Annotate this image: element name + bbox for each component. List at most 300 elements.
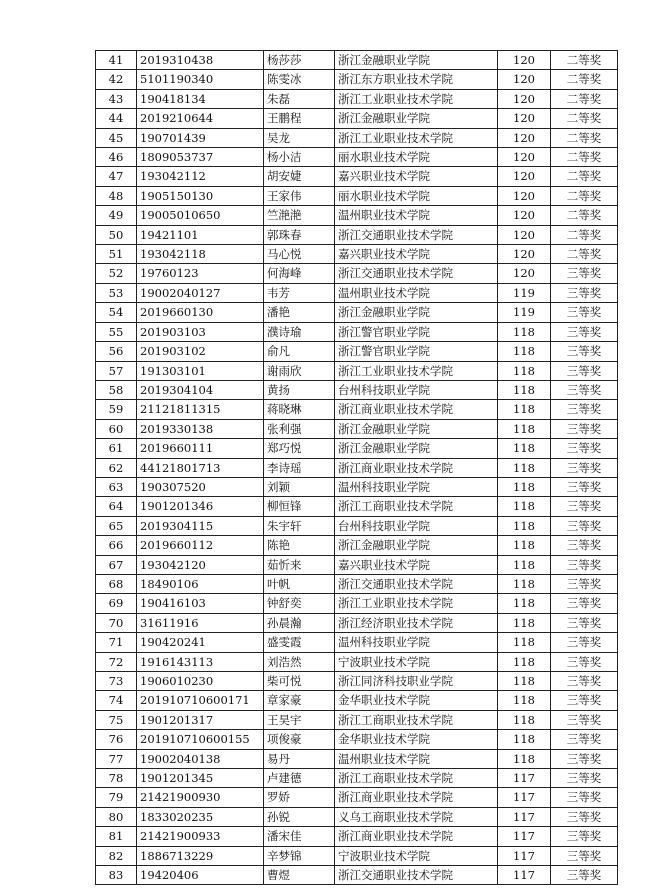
table-row [96,691,618,710]
table-row [96,89,618,108]
student-id-cell: 201910710600171 [137,691,264,710]
rank-cell: 42 [96,70,137,89]
score-cell: 118 [498,710,551,729]
rank-cell: 48 [96,186,137,205]
table-row [96,283,618,302]
award-cell: 三等奖 [551,672,618,691]
table-row [96,206,618,225]
table-row [96,555,618,574]
award-cell: 二等奖 [551,70,618,89]
student-name-cell: 韦芳 [264,283,335,302]
student-name-cell: 杨莎莎 [264,51,335,70]
rank-cell: 43 [96,89,137,108]
rank-cell: 52 [96,264,137,283]
table-row [96,439,618,458]
award-cell: 三等奖 [551,555,618,574]
student-name-cell: 陈艳 [264,536,335,555]
student-id-cell: 5101190340 [137,70,264,89]
school-cell: 温州职业技术学院 [335,749,498,768]
school-cell: 浙江金融职业学院 [335,303,498,322]
table-row [96,516,618,535]
school-cell: 浙江工业职业技术学院 [335,594,498,613]
table-row [96,245,618,264]
score-cell: 118 [498,361,551,380]
school-cell: 浙江金融职业学院 [335,109,498,128]
rank-cell: 66 [96,536,137,555]
score-cell: 120 [498,128,551,147]
score-cell: 118 [498,594,551,613]
student-name-cell: 杨小洁 [264,148,335,167]
rank-cell: 53 [96,283,137,302]
student-name-cell: 王鹏程 [264,109,335,128]
award-cell: 三等奖 [551,749,618,768]
rank-cell: 76 [96,730,137,749]
student-name-cell: 郑巧悦 [264,439,335,458]
rank-cell: 59 [96,400,137,419]
award-cell: 三等奖 [551,574,618,593]
score-cell: 117 [498,846,551,865]
student-name-cell: 章家豪 [264,691,335,710]
school-cell: 浙江工商职业技术学院 [335,497,498,516]
award-cell: 三等奖 [551,283,618,302]
student-name-cell: 王家伟 [264,186,335,205]
student-id-cell: 19420406 [137,866,264,885]
award-cell: 三等奖 [551,710,618,729]
school-cell: 金华职业技术学院 [335,730,498,749]
rank-cell: 46 [96,148,137,167]
school-cell: 浙江商业职业技术学院 [335,458,498,477]
student-id-cell: 2019660130 [137,303,264,322]
award-cell: 三等奖 [551,342,618,361]
school-cell: 温州科技职业学院 [335,633,498,652]
school-cell: 义乌工商职业技术学院 [335,807,498,826]
score-cell: 120 [498,206,551,225]
award-cell: 三等奖 [551,691,618,710]
score-cell: 118 [498,652,551,671]
award-cell: 三等奖 [551,536,618,555]
rank-cell: 49 [96,206,137,225]
award-cell: 三等奖 [551,827,618,846]
student-name-cell: 胡安婕 [264,167,335,186]
school-cell: 宁波职业技术学院 [335,652,498,671]
score-cell: 118 [498,555,551,574]
rank-cell: 56 [96,342,137,361]
student-id-cell: 191303101 [137,361,264,380]
score-cell: 118 [498,380,551,399]
student-name-cell: 蒋晓琳 [264,400,335,419]
student-name-cell: 柴可悦 [264,672,335,691]
rank-cell: 69 [96,594,137,613]
award-cell: 二等奖 [551,109,618,128]
school-cell: 浙江工商职业技术学院 [335,769,498,788]
student-name-cell: 张利强 [264,419,335,438]
student-id-cell: 21421900933 [137,827,264,846]
student-name-cell: 项俊豪 [264,730,335,749]
table-row [96,730,618,749]
rank-cell: 63 [96,477,137,496]
table-row [96,342,618,361]
award-cell: 三等奖 [551,516,618,535]
student-id-cell: 44121801713 [137,458,264,477]
award-cell: 二等奖 [551,128,618,147]
rank-cell: 47 [96,167,137,186]
student-id-cell: 201903102 [137,342,264,361]
student-id-cell: 1886713229 [137,846,264,865]
table-row [96,322,618,341]
student-name-cell: 钟舒奕 [264,594,335,613]
school-cell: 温州职业技术学院 [335,206,498,225]
student-id-cell: 190416103 [137,594,264,613]
rank-cell: 77 [96,749,137,768]
student-id-cell: 193042120 [137,555,264,574]
table-row [96,613,618,632]
student-name-cell: 柳恒锋 [264,497,335,516]
award-cell: 二等奖 [551,206,618,225]
table-row [96,846,618,865]
award-cell: 三等奖 [551,497,618,516]
award-cell: 二等奖 [551,148,618,167]
school-cell: 台州科技职业学院 [335,380,498,399]
student-id-cell: 193042112 [137,167,264,186]
table-row [96,866,618,885]
student-name-cell: 王昊宇 [264,710,335,729]
school-cell: 丽水职业技术学院 [335,186,498,205]
score-cell: 118 [498,633,551,652]
student-id-cell: 19421101 [137,225,264,244]
table-row [96,264,618,283]
table-row [96,749,618,768]
student-id-cell: 190307520 [137,477,264,496]
student-name-cell: 濮诗瑜 [264,322,335,341]
table-row [96,788,618,807]
score-cell: 118 [498,400,551,419]
rank-cell: 55 [96,322,137,341]
table-row [96,769,618,788]
school-cell: 浙江金融职业学院 [335,439,498,458]
school-cell: 浙江交通职业技术学院 [335,866,498,885]
rank-cell: 62 [96,458,137,477]
score-cell: 118 [498,497,551,516]
rank-cell: 75 [96,710,137,729]
table-row [96,458,618,477]
score-cell: 120 [498,225,551,244]
school-cell: 浙江经济职业技术学院 [335,613,498,632]
table-row [96,419,618,438]
rank-cell: 68 [96,574,137,593]
score-cell: 118 [498,439,551,458]
student-name-cell: 辛梦锦 [264,846,335,865]
score-cell: 120 [498,109,551,128]
student-id-cell: 21421900930 [137,788,264,807]
award-cell: 三等奖 [551,419,618,438]
award-cell: 三等奖 [551,458,618,477]
award-cell: 二等奖 [551,245,618,264]
award-cell: 三等奖 [551,633,618,652]
rank-cell: 44 [96,109,137,128]
student-name-cell: 吴龙 [264,128,335,147]
rank-cell: 74 [96,691,137,710]
table-row [96,827,618,846]
score-cell: 118 [498,536,551,555]
score-cell: 120 [498,245,551,264]
student-name-cell: 李诗瑶 [264,458,335,477]
school-cell: 浙江警官职业学院 [335,322,498,341]
student-name-cell: 孙锐 [264,807,335,826]
student-id-cell: 1809053737 [137,148,264,167]
table-row [96,109,618,128]
award-cell: 三等奖 [551,613,618,632]
school-cell: 浙江交通职业技术学院 [335,574,498,593]
school-cell: 宁波职业技术学院 [335,846,498,865]
student-id-cell: 2019330138 [137,419,264,438]
table-row [96,400,618,419]
student-name-cell: 卢建德 [264,769,335,788]
student-name-cell: 盛雯霞 [264,633,335,652]
student-id-cell: 1901201345 [137,769,264,788]
student-name-cell: 郭珠春 [264,225,335,244]
table-row [96,710,618,729]
school-cell: 温州职业技术学院 [335,283,498,302]
student-name-cell: 叶帆 [264,574,335,593]
award-cell: 三等奖 [551,264,618,283]
student-id-cell: 190418134 [137,89,264,108]
rank-cell: 71 [96,633,137,652]
school-cell: 浙江金融职业学院 [335,536,498,555]
student-id-cell: 19002040127 [137,283,264,302]
award-cell: 二等奖 [551,167,618,186]
table-row [96,672,618,691]
score-cell: 117 [498,827,551,846]
award-cell: 三等奖 [551,730,618,749]
school-cell: 台州科技职业学院 [335,516,498,535]
award-cell: 三等奖 [551,303,618,322]
student-name-cell: 马心悦 [264,245,335,264]
student-name-cell: 何海峰 [264,264,335,283]
rank-cell: 82 [96,846,137,865]
student-id-cell: 201910710600155 [137,730,264,749]
score-cell: 118 [498,613,551,632]
rank-cell: 81 [96,827,137,846]
school-cell: 浙江交通职业技术学院 [335,264,498,283]
score-cell: 117 [498,788,551,807]
award-cell: 三等奖 [551,846,618,865]
award-cell: 三等奖 [551,594,618,613]
student-id-cell: 2019210644 [137,109,264,128]
student-id-cell: 21121811315 [137,400,264,419]
rank-cell: 45 [96,128,137,147]
school-cell: 浙江金融职业学院 [335,51,498,70]
award-cell: 三等奖 [551,439,618,458]
student-id-cell: 193042118 [137,245,264,264]
school-cell: 丽水职业技术学院 [335,148,498,167]
student-id-cell: 2019660112 [137,536,264,555]
student-id-cell: 190701439 [137,128,264,147]
score-cell: 117 [498,769,551,788]
school-cell: 浙江商业职业技术学院 [335,400,498,419]
school-cell: 浙江警官职业学院 [335,342,498,361]
score-cell: 118 [498,322,551,341]
table-row [96,225,618,244]
student-name-cell: 潘宋佳 [264,827,335,846]
student-id-cell: 2019304104 [137,380,264,399]
rank-cell: 64 [96,497,137,516]
student-name-cell: 刘颖 [264,477,335,496]
score-cell: 118 [498,342,551,361]
school-cell: 浙江商业职业技术学院 [335,827,498,846]
student-id-cell: 190420241 [137,633,264,652]
rank-cell: 58 [96,380,137,399]
student-id-cell: 2019304115 [137,516,264,535]
score-cell: 118 [498,419,551,438]
student-id-cell: 2019310438 [137,51,264,70]
score-cell: 117 [498,866,551,885]
school-cell: 嘉兴职业技术学院 [335,167,498,186]
table-row [96,497,618,516]
school-cell: 金华职业技术学院 [335,691,498,710]
table-row [96,380,618,399]
award-cell: 三等奖 [551,477,618,496]
rank-cell: 54 [96,303,137,322]
rank-cell: 72 [96,652,137,671]
score-cell: 118 [498,458,551,477]
score-cell: 120 [498,264,551,283]
award-cell: 三等奖 [551,807,618,826]
student-name-cell: 孙晨瀚 [264,613,335,632]
results-table [95,50,618,885]
table-row [96,186,618,205]
award-cell: 二等奖 [551,186,618,205]
student-id-cell: 1905150130 [137,186,264,205]
student-name-cell: 黄扬 [264,380,335,399]
student-name-cell: 陈雯冰 [264,70,335,89]
score-cell: 119 [498,283,551,302]
rank-cell: 73 [96,672,137,691]
award-cell: 二等奖 [551,89,618,108]
student-name-cell: 罗娇 [264,788,335,807]
student-name-cell: 易丹 [264,749,335,768]
score-cell: 120 [498,167,551,186]
school-cell: 浙江工商职业技术学院 [335,710,498,729]
rank-cell: 78 [96,769,137,788]
table-row [96,633,618,652]
score-cell: 118 [498,574,551,593]
student-name-cell: 竺滟滟 [264,206,335,225]
rank-cell: 41 [96,51,137,70]
award-cell: 三等奖 [551,322,618,341]
results-table-body [96,51,618,885]
score-cell: 120 [498,89,551,108]
table-row [96,652,618,671]
rank-cell: 80 [96,807,137,826]
award-cell: 三等奖 [551,400,618,419]
award-cell: 三等奖 [551,866,618,885]
student-id-cell: 201903103 [137,322,264,341]
rank-cell: 79 [96,788,137,807]
school-cell: 浙江东方职业技术学院 [335,70,498,89]
student-id-cell: 19002040138 [137,749,264,768]
student-name-cell: 朱磊 [264,89,335,108]
school-cell: 浙江同济科技职业学院 [335,672,498,691]
student-id-cell: 1906010230 [137,672,264,691]
rank-cell: 50 [96,225,137,244]
table-row [96,536,618,555]
student-id-cell: 1916143113 [137,652,264,671]
table-row [96,148,618,167]
school-cell: 浙江工业职业技术学院 [335,361,498,380]
award-cell: 二等奖 [551,225,618,244]
student-name-cell: 曹煜 [264,866,335,885]
score-cell: 118 [498,730,551,749]
school-cell: 嘉兴职业技术学院 [335,555,498,574]
school-cell: 嘉兴职业技术学院 [335,245,498,264]
student-id-cell: 1901201346 [137,497,264,516]
school-cell: 浙江交通职业技术学院 [335,225,498,244]
school-cell: 浙江工业职业技术学院 [335,128,498,147]
student-id-cell: 19005010650 [137,206,264,225]
student-name-cell: 朱宇轩 [264,516,335,535]
table-row [96,303,618,322]
school-cell: 浙江商业职业技术学院 [335,788,498,807]
score-cell: 118 [498,477,551,496]
table-row [96,477,618,496]
student-name-cell: 潘艳 [264,303,335,322]
table-row [96,167,618,186]
table-row [96,807,618,826]
award-cell: 三等奖 [551,361,618,380]
score-cell: 120 [498,51,551,70]
student-id-cell: 2019660111 [137,439,264,458]
student-name-cell: 俞凡 [264,342,335,361]
table-row [96,128,618,147]
school-cell: 浙江金融职业学院 [335,419,498,438]
table-row [96,574,618,593]
rank-cell: 57 [96,361,137,380]
school-cell: 温州科技职业学院 [335,477,498,496]
student-name-cell: 刘浩然 [264,652,335,671]
score-cell: 120 [498,148,551,167]
score-cell: 120 [498,70,551,89]
student-id-cell: 31611916 [137,613,264,632]
score-cell: 118 [498,691,551,710]
award-cell: 三等奖 [551,769,618,788]
award-cell: 三等奖 [551,652,618,671]
rank-cell: 51 [96,245,137,264]
award-cell: 二等奖 [551,51,618,70]
school-cell: 浙江工业职业技术学院 [335,89,498,108]
score-cell: 118 [498,516,551,535]
student-id-cell: 1901201317 [137,710,264,729]
table-row [96,70,618,89]
award-cell: 三等奖 [551,788,618,807]
table-row [96,361,618,380]
student-id-cell: 1833020235 [137,807,264,826]
score-cell: 119 [498,303,551,322]
student-name-cell: 谢雨欣 [264,361,335,380]
student-id-cell: 19760123 [137,264,264,283]
score-cell: 120 [498,186,551,205]
rank-cell: 65 [96,516,137,535]
score-cell: 118 [498,749,551,768]
rank-cell: 83 [96,866,137,885]
table-row [96,594,618,613]
award-cell: 三等奖 [551,380,618,399]
rank-cell: 70 [96,613,137,632]
rank-cell: 67 [96,555,137,574]
student-name-cell: 茹忻来 [264,555,335,574]
score-cell: 117 [498,807,551,826]
table-row [96,51,618,70]
score-cell: 118 [498,672,551,691]
